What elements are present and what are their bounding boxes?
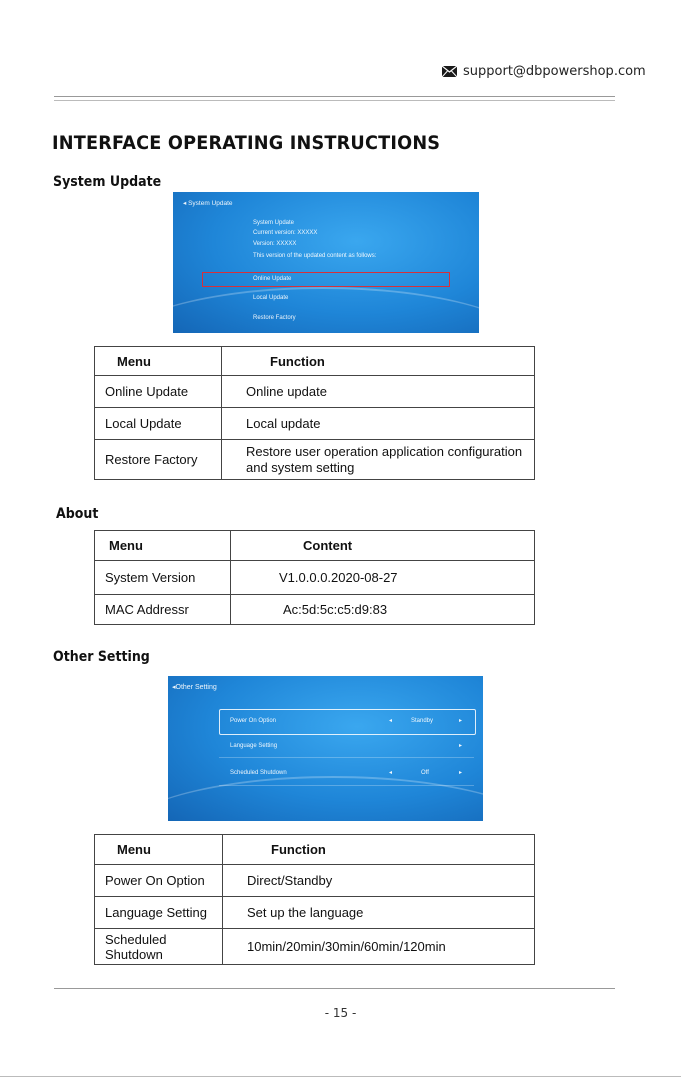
chevron-left-icon[interactable]: ◂ (389, 770, 393, 776)
table-row (95, 440, 535, 480)
table-cell: 10min/20min/30min/60min/120min (223, 929, 535, 965)
screen-line: Version: XXXXX (253, 241, 297, 247)
screen-row-label[interactable]: Language Setting (230, 743, 278, 749)
page-bottom-edge (0, 1076, 681, 1077)
table-cell: Power On Option (95, 865, 223, 897)
table-cell: Direct/Standby (223, 865, 535, 897)
system-update-heading: System Update (53, 174, 162, 190)
table-row (95, 408, 535, 440)
support-email (442, 64, 646, 79)
about-table (94, 530, 535, 625)
screen-line: Current version: XXXXX (253, 230, 318, 236)
table-cell: Online update (222, 376, 535, 408)
table-row (95, 376, 535, 408)
table-cell: MAC Addressr (95, 595, 231, 625)
table-cell: Scheduled Shutdown (95, 929, 223, 965)
table-header: Function (222, 347, 535, 376)
screen-row-value: Standby (411, 718, 434, 724)
table-header: Function (223, 835, 535, 865)
screen-row-label[interactable]: Scheduled Shutdown (230, 770, 287, 776)
chevron-right-icon[interactable]: ▸ (459, 743, 463, 749)
chevron-right-icon[interactable]: ▸ (459, 770, 463, 776)
table-header: Menu (95, 531, 231, 561)
screen-item-local-update[interactable]: Local Update (253, 295, 289, 301)
page-number: - 15 - (324, 1006, 357, 1020)
table-row (95, 929, 535, 965)
screen-item-online-update[interactable]: Online Update (253, 276, 292, 282)
table-row (95, 897, 535, 929)
screen-back-title: ◂ System Update (183, 200, 233, 207)
screen-row-label[interactable]: Power On Option (230, 718, 277, 724)
screen-line: This version of the updated content as follows: (253, 253, 377, 259)
header-rule-secondary (54, 100, 615, 101)
table-cell: Local update (222, 408, 535, 440)
table-row (95, 595, 535, 625)
envelope-icon (442, 66, 457, 77)
table-header: Content (231, 531, 535, 561)
table-row (95, 561, 535, 595)
other-setting-table (94, 834, 535, 965)
about-heading: About (56, 506, 99, 522)
chevron-left-icon[interactable]: ◂ (389, 718, 393, 724)
table-cell: V1.0.0.0.2020-08-27 (231, 561, 535, 595)
chevron-right-icon[interactable]: ▸ (459, 718, 463, 724)
screen-back-title: ◂Other Setting (172, 684, 217, 691)
header-rule (54, 96, 615, 97)
selection-highlight (202, 272, 450, 287)
screen-row-value: Off (421, 770, 429, 776)
table-row (95, 865, 535, 897)
table-header: Menu (95, 835, 223, 865)
table-header: Menu (95, 347, 222, 376)
table-cell: Local Update (95, 408, 222, 440)
other-setting-screenshot (168, 676, 483, 821)
other-setting-heading: Other Setting (53, 649, 150, 665)
screen-item-restore-factory[interactable]: Restore Factory (253, 315, 296, 321)
table-cell: Restore user operation application configuration and system setting (222, 440, 535, 480)
table-cell: Restore Factory (95, 440, 222, 480)
table-cell: Ac:5d:5c:c5:d9:83 (231, 595, 535, 625)
table-cell: Online Update (95, 376, 222, 408)
table-cell: System Version (95, 561, 231, 595)
table-cell: Language Setting (95, 897, 223, 929)
page-title: INTERFACE OPERATING INSTRUCTIONS (52, 132, 441, 154)
table-cell: Set up the language (223, 897, 535, 929)
footer-rule (54, 988, 615, 989)
system-update-screenshot (173, 192, 479, 333)
system-update-table (94, 346, 535, 480)
email-text: support@dbpowershop.com (463, 64, 646, 79)
screen-line: System Update (253, 220, 295, 226)
